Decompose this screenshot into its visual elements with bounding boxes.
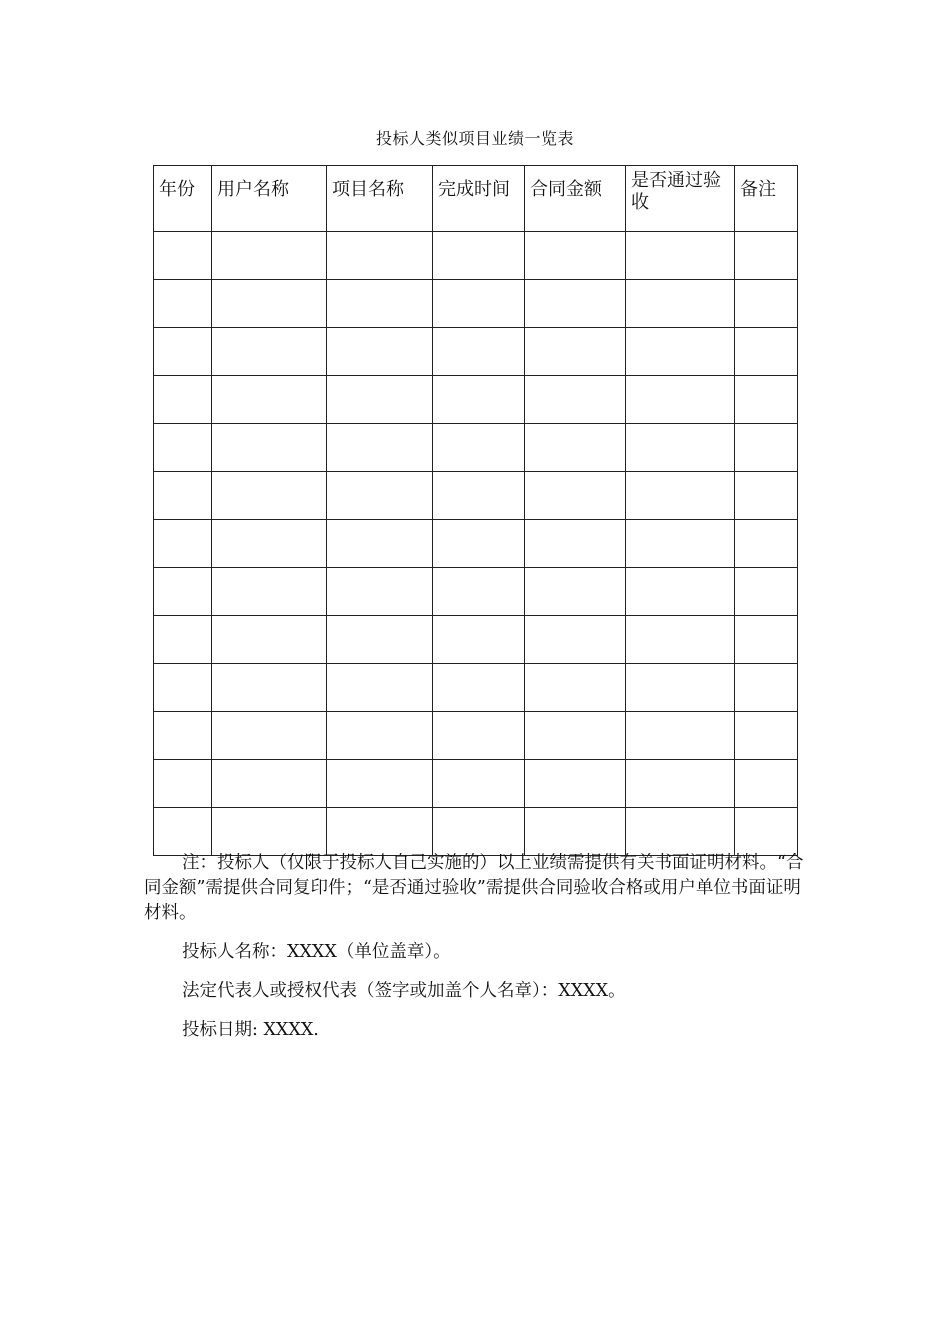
- table-cell: [154, 712, 212, 760]
- table-cell: [327, 232, 433, 280]
- header-contract-amount: 合同金额: [525, 166, 626, 232]
- table-cell: [154, 280, 212, 328]
- performance-table: [153, 165, 798, 856]
- table-cell: [433, 232, 525, 280]
- table-cell: [525, 760, 626, 808]
- table-cell: [212, 376, 327, 424]
- table-cell: [327, 280, 433, 328]
- table-cell: [735, 280, 798, 328]
- table-cell: [212, 328, 327, 376]
- table-cell: [735, 568, 798, 616]
- table-cell: [212, 472, 327, 520]
- table-cell: [525, 712, 626, 760]
- table-cell: [154, 328, 212, 376]
- table-cell: [735, 520, 798, 568]
- table-row: [154, 472, 798, 520]
- table-cell: [433, 616, 525, 664]
- table-cell: [626, 424, 735, 472]
- table-cell: [525, 472, 626, 520]
- table-cell: [525, 328, 626, 376]
- table-cell: [212, 232, 327, 280]
- table-cell: [433, 376, 525, 424]
- table-cell: [212, 424, 327, 472]
- table-row: [154, 520, 798, 568]
- table-cell: [626, 760, 735, 808]
- table-cell: [626, 568, 735, 616]
- page-title: 投标人类似项目业绩一览表: [375, 129, 574, 148]
- table-cell: [154, 760, 212, 808]
- table-cell: [735, 424, 798, 472]
- table-cell: [327, 616, 433, 664]
- table-cell: [626, 664, 735, 712]
- table-cell: [433, 424, 525, 472]
- table-row: [154, 568, 798, 616]
- table-cell: [525, 424, 626, 472]
- table-cell: [626, 472, 735, 520]
- header-completion-time: 完成时间: [433, 166, 525, 232]
- table-cell: [327, 424, 433, 472]
- table-cell: [154, 568, 212, 616]
- header-acceptance: 是否通过验收: [626, 166, 735, 232]
- table-cell: [433, 664, 525, 712]
- table-cell: [433, 760, 525, 808]
- table-row: [154, 664, 798, 712]
- header-remarks: 备注: [735, 166, 798, 232]
- table-cell: [626, 808, 735, 856]
- table-row: [154, 280, 798, 328]
- table-cell: [212, 568, 327, 616]
- table-row: [154, 808, 798, 856]
- table-cell: [626, 520, 735, 568]
- table-body: [154, 232, 798, 856]
- table-cell: [626, 280, 735, 328]
- table-cell: [212, 664, 327, 712]
- table-cell: [433, 712, 525, 760]
- table-cell: [525, 616, 626, 664]
- table-cell: [735, 376, 798, 424]
- table-cell: [433, 520, 525, 568]
- table-cell: [327, 712, 433, 760]
- table-cell: [626, 616, 735, 664]
- table-cell: [212, 280, 327, 328]
- table-cell: [735, 664, 798, 712]
- table-cell: [735, 808, 798, 856]
- table-cell: [735, 760, 798, 808]
- table-cell: [327, 472, 433, 520]
- bid-date-line: 投标日期: XXXX.: [182, 1020, 319, 1040]
- table-cell: [327, 520, 433, 568]
- table-cell: [327, 568, 433, 616]
- table-cell: [154, 424, 212, 472]
- table-cell: [212, 808, 327, 856]
- table-cell: [154, 664, 212, 712]
- table-cell: [525, 808, 626, 856]
- table-row: [154, 712, 798, 760]
- table-row: [154, 424, 798, 472]
- table-cell: [735, 712, 798, 760]
- table-cell: [154, 376, 212, 424]
- table-cell: [735, 472, 798, 520]
- header-user-name: 用户名称: [212, 166, 327, 232]
- notes-section: [144, 851, 809, 1043]
- table-cell: [154, 616, 212, 664]
- table-header-row: [154, 166, 798, 232]
- table-cell: [327, 760, 433, 808]
- table-cell: [327, 664, 433, 712]
- table-cell: [525, 664, 626, 712]
- table-cell: [626, 712, 735, 760]
- table-row: [154, 376, 798, 424]
- table-cell: [327, 808, 433, 856]
- table-cell: [525, 280, 626, 328]
- table-cell: [433, 568, 525, 616]
- table-row: [154, 328, 798, 376]
- table-cell: [154, 472, 212, 520]
- table-cell: [433, 472, 525, 520]
- bidder-name-line: 投标人名称：XXXX（单位盖章）。: [182, 942, 451, 962]
- table-cell: [433, 808, 525, 856]
- table-cell: [212, 760, 327, 808]
- table-cell: [154, 520, 212, 568]
- table-row: [154, 760, 798, 808]
- table-cell: [212, 520, 327, 568]
- legal-rep-line: 法定代表人或授权代表（签字或加盖个人名章）：XXXX。: [182, 981, 626, 1001]
- table-cell: [626, 232, 735, 280]
- table-cell: [433, 328, 525, 376]
- header-year: 年份: [154, 166, 212, 232]
- table-cell: [433, 280, 525, 328]
- table-cell: [327, 376, 433, 424]
- table-cell: [525, 520, 626, 568]
- table-row: [154, 232, 798, 280]
- table-cell: [212, 712, 327, 760]
- table-cell: [154, 808, 212, 856]
- table-cell: [212, 616, 327, 664]
- table-cell: [154, 232, 212, 280]
- table-cell: [626, 376, 735, 424]
- header-project-name: 项目名称: [327, 166, 433, 232]
- table-cell: [735, 232, 798, 280]
- table-cell: [327, 328, 433, 376]
- table-cell: [626, 328, 735, 376]
- note-paragraph: 注：投标人（仅限于投标人自己实施的）以上业绩需提供有关书面证明材料。“合同金额”需提供合同复印件；“是否通过验收”需提供合同验收合格或用户单位书面证明材料。: [144, 853, 804, 923]
- table-cell: [525, 232, 626, 280]
- table-row: [154, 616, 798, 664]
- table-cell: [525, 568, 626, 616]
- table-cell: [735, 616, 798, 664]
- table-cell: [735, 328, 798, 376]
- table-cell: [525, 376, 626, 424]
